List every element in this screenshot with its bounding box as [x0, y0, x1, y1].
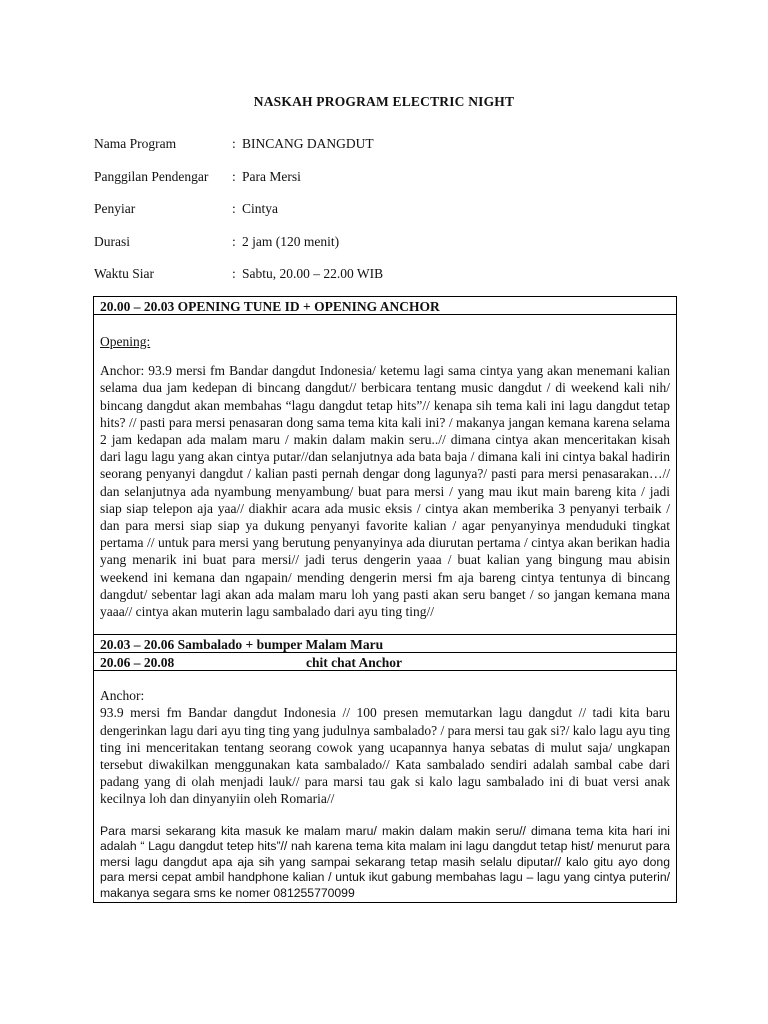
document-title: NASKAH PROGRAM ELECTRIC NIGHT [253, 94, 515, 109]
info-separator: : [232, 136, 236, 151]
segment-body-chit-chat [94, 671, 676, 901]
info-label: Nama Program [94, 136, 177, 151]
opening-script-text: Anchor: 93.9 mersi fm Bandar dangdut Indonesia/ ketemu lagi sama cintya yang akan menemani kalian selama dua jam kedepan di bincang dangdut// berbicara tentang music dangdut / di weekend kali nih/ bincang dangdut akan membahas “lagu dangdut tetap hits”// kenapa sih tema kali ini lagu dangdut tetap hits? // pasti para mersi penasaran dong sama tema kita kali ini? / makanya jangan kemana karena selama 2 jam kedapan ada malam maru / makin dalam makin seru..// dimana cintya akan menceritakan kisah dari lagu lagu yang akan cintya putar//dan selanjutnya ada bata baja / dimana kali ini cintya bakal hadirin seorang penyanyi dangdut / kalian pasti pernah dengar dong lagunya?/ pasti para mersi penasarakan…// dan selanjutnya ada nyambung menyambung/ buat para mersi / yang mau ikut main bareng kita / jadi siap siap telepon aja yaa// diakhir acara ada music eksis / cintya akan memberika 3 penyanyi terbaik / dan para mersi siap siap ya dukung penyanyi favorite kalian / agar penyanyinya menduduki tingkat pertama // untuk para mersi yang berutung penyanyinya ada diurutan pertama / cintya akan berikan hadia yang menarik ini buat para mersi// jadi terus dengerin yaaa / buat kalian yang bingung mau abisin weekend ini kemana dan ngapain/ mending dengerin mersi fm aja bareng cintya tentunya di bincang dangdut/ sebentar lagi akan ada malam maru loh yang pasti akan seru banget / so jangan kemana mana yaaa// cintya akan muterin lagu sambalado dari ayu ting ting// [100, 363, 670, 620]
info-value: 2 jam (120 menit) [242, 233, 340, 249]
info-value: Sabtu, 20.00 – 22.00 WIB [242, 266, 384, 281]
info-row-program-name [94, 136, 383, 169]
segment-header-chit-chat [94, 653, 676, 671]
info-separator: : [232, 168, 236, 184]
segment-title: chit chat Anchor [306, 655, 402, 671]
chit-chat-label: Anchor: [100, 688, 145, 704]
info-value: Para Mersi [242, 168, 301, 184]
chit-chat-sans-block [100, 824, 670, 902]
info-row-listener-name [94, 169, 383, 202]
info-row-host [94, 201, 383, 234]
info-row-airtime [94, 266, 383, 299]
info-value: Cintya [242, 201, 278, 216]
segment-header-sambalado: 20.03 – 20.06 Sambalado + bumper Malam Maru [94, 635, 676, 653]
program-info [94, 136, 383, 299]
info-separator: : [232, 201, 236, 216]
info-label: Waktu Siar [94, 266, 155, 281]
info-label: Penyiar [94, 201, 136, 216]
opening-label: Opening: [100, 334, 151, 349]
segment-header-opening: 20.00 – 20.03 OPENING TUNE ID + OPENING ANCHOR [94, 297, 676, 315]
segment-body-opening [94, 333, 676, 635]
info-row-duration [94, 234, 383, 267]
info-label: Durasi [94, 233, 130, 249]
segment-time: 20.06 – 20.08 [100, 655, 175, 671]
chit-chat-script-text-2: Para marsi sekarang kita masuk ke malam maru/ makin dalam makin seru// dimana tema kita hari ini adalah “ Lagu dangdut tetep hits”// nah karena tema kita malam ini lagu dangdut tetap hist/ menurut para mersi lagu dangdut apa aja sih yang sampai sekarang tetap masih selalu diputar// kalo gitu ayo dong para mersi cepat ambil handphone kalian / untuk ikut gabung membahas lagu – lagu yang cintya puterin/ makanya segara sms ke nomer 081255770099 [100, 823, 670, 901]
info-separator: : [232, 233, 236, 249]
rundown-table [93, 296, 677, 903]
info-label: Panggilan Pendengar [94, 168, 209, 184]
chit-chat-script-text-1: 93.9 mersi fm Bandar dangdut Indonesia // 100 presen memutarkan lagu dangdut // tadi kita baru dengerinkan lagu dari ayu ting ting yang judulnya sambalado? / para mersi tau gak si?/ kalo lagu ayu ting ting ini menceritakan tentang seorang cowok yang ucapannya hanya sebatas di mulut saja/ ungkapan tersebut diwakilkan menggunakan kata sambalado// Kata sambalado sendiri adalah sambal cabe dari padang yang di olah menjadi lauk// para marsi tau gak si kalo lagu sambalado ini di buat versi anak kecilnya loh dan dinyanyiin oleh Romaria// [100, 705, 670, 807]
info-separator: : [232, 266, 236, 281]
info-value: BINCANG DANGDUT [242, 136, 374, 151]
